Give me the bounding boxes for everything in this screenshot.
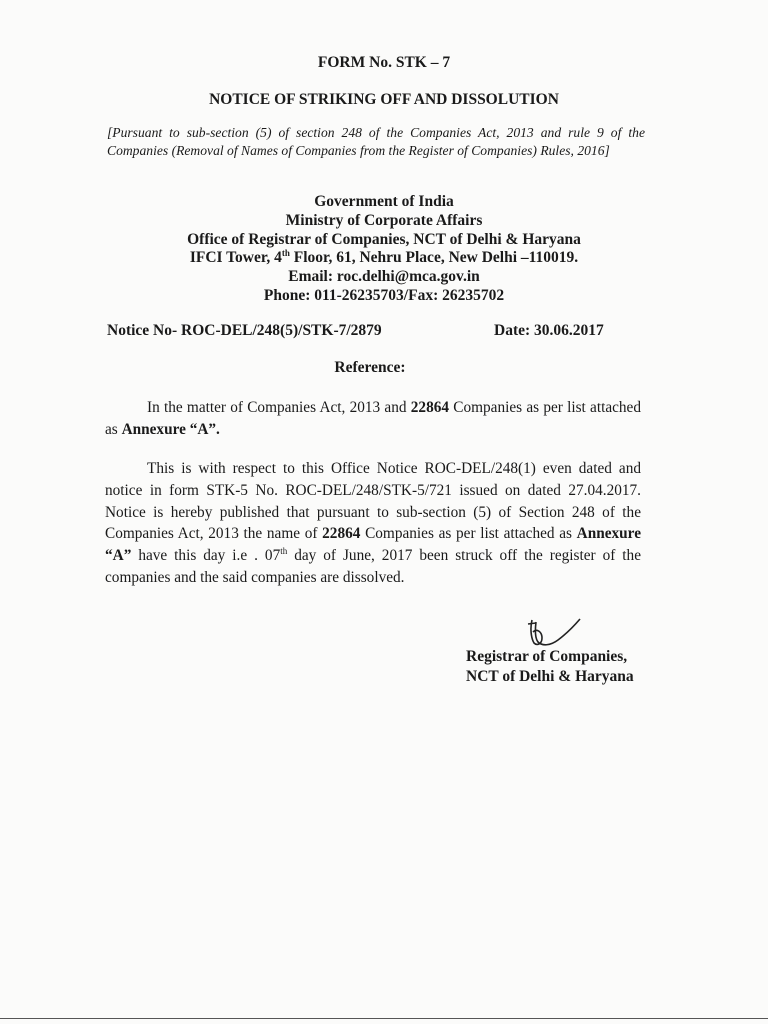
office-email: Email: roc.delhi@mca.gov.in: [288, 268, 480, 286]
notice-title: NOTICE OF STRIKING OFF AND DISSOLUTION: [209, 91, 559, 108]
p2-superscript: th: [280, 546, 288, 557]
p1-text-b: Companies as per list attached as: [105, 399, 641, 438]
paragraph-notice: [105, 458, 641, 589]
p2-text-d: day of June, 2017 been struck off the register of the companies and the said companies are dissolved.: [105, 547, 641, 586]
notice-date: Date: 30.06.2017: [494, 322, 604, 339]
office-line-government: Government of India: [314, 193, 454, 210]
office-line-address: [0, 249, 768, 268]
signatory-jurisdiction: NCT of Delhi & Haryana: [466, 668, 634, 685]
address-superscript: th: [281, 248, 290, 259]
signatory-block: [466, 647, 634, 687]
form-number: FORM No. STK – 7: [317, 54, 451, 71]
p1-annexure: Annexure “A”.: [121, 420, 220, 438]
office-line-ministry: Ministry of Corporate Affairs: [285, 211, 483, 229]
legal-reference: [Pursuant to sub-section (5) of section 248 of the Companies Act, 2013 and rule 9 of the Companies (Removal of Names of Companies from the Register of Companies) Rules, 2016]: [107, 125, 645, 158]
signatory-title: Registrar of Companies,: [466, 648, 628, 665]
p1-text-a: In the matter of Companies Act, 2013 and: [147, 399, 411, 416]
p2-text-b: Companies as per list attached as: [360, 525, 577, 543]
reference-heading: Reference:: [334, 359, 406, 376]
p1-company-count: 22864: [410, 399, 450, 416]
office-address-block: [0, 193, 768, 306]
office-phone: Phone: 011-26235703/Fax: 26235702: [263, 286, 505, 304]
p2-text-c: have this day i.e . 07: [131, 547, 281, 565]
address-part-2: Floor, 61, Nehru Place, New Delhi –110019.: [289, 249, 579, 267]
signature-mark: [520, 610, 582, 650]
office-line-registrar: Office of Registrar of Companies, NCT of Delhi & Haryana: [187, 230, 581, 248]
address-part-1: IFCI Tower, 4: [189, 249, 282, 267]
page-bottom-edge: [0, 1018, 768, 1019]
notice-number: Notice No- ROC-DEL/248(5)/STK-7/2879: [107, 322, 382, 339]
p2-text-a: This is with respect to this Office Notice ROC-DEL/248(1) even dated and notice in form STK-5 No. ROC-DEL/248/STK-5/721 issued on dated 27.04.2017. Notice is hereby published that pursuant to sub-section (5) of Section 248 of the Companies Act, 2013 the name of: [105, 460, 641, 543]
p2-company-count: 22864: [322, 525, 361, 543]
p2-annexure: Annexure “A”: [105, 525, 641, 565]
paragraph-matter: [105, 397, 641, 441]
